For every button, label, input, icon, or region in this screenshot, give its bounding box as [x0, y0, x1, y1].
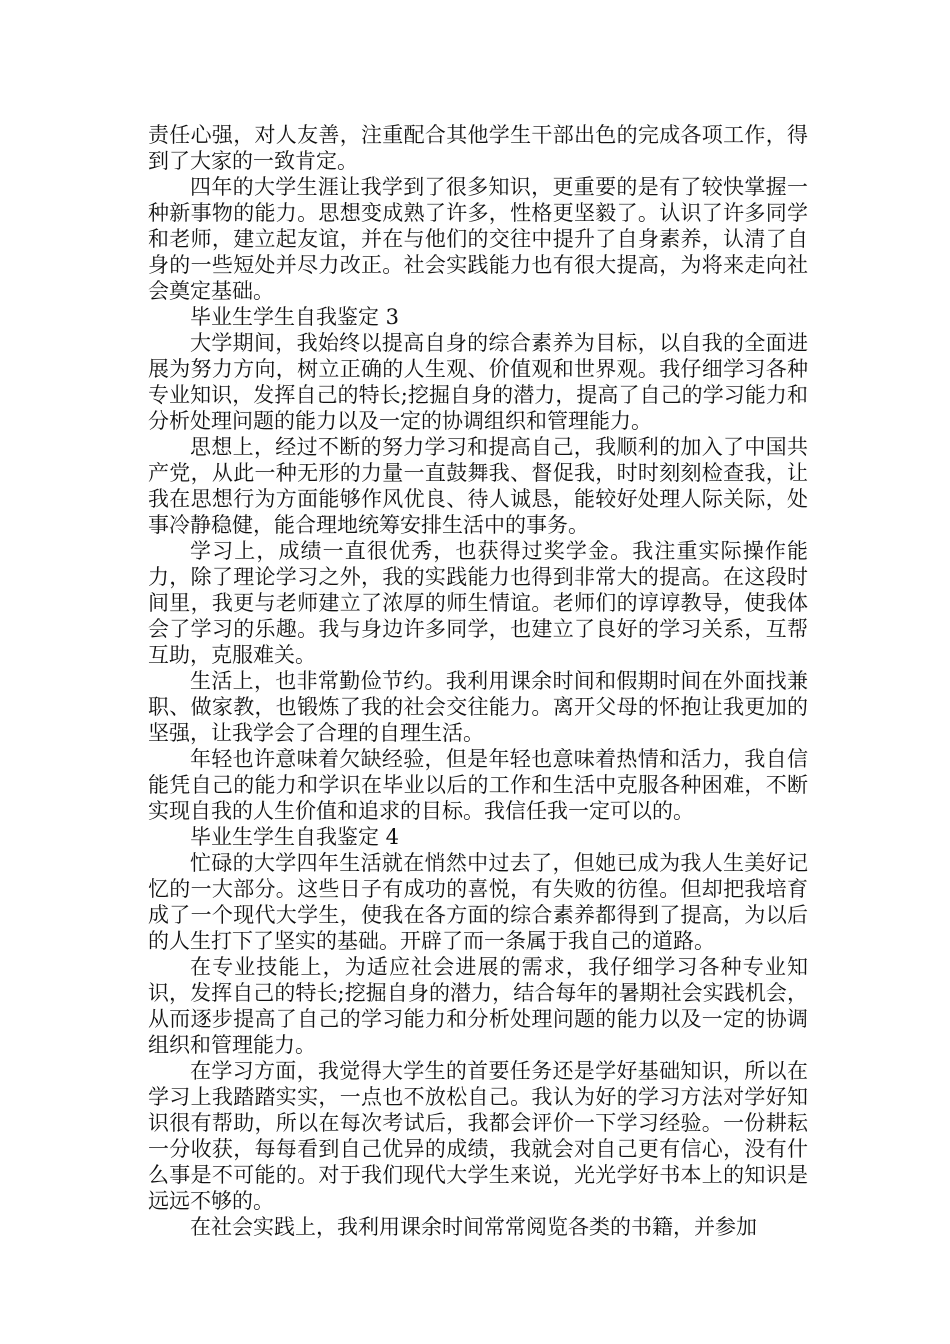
body-paragraph: 学习上，成绩一直很优秀，也获得过奖学金。我注重实际操作能力，除了理论学习之外，我的实践能力也得到非常大的提高。在这段时间里，我更与老师建立了浓厚的师生情谊。老师们的谆谆教导，使我体会了学习的乐趣。我与身边许多同学，也建立了良好的学习关系，互帮互助，克服难关。: [148, 539, 808, 667]
section-heading: 毕业生学生自我鉴定 3: [190, 305, 400, 329]
section-heading: 毕业生学生自我鉴定 4: [190, 825, 400, 849]
body-paragraph: 生活上，也非常勤俭节约。我利用课余时间和假期时间在外面找兼职、做家教，也锻炼了我的社会交往能力。离开父母的怀抱让我更加的坚强，让我学会了合理的自理生活。: [148, 669, 808, 745]
body-paragraph: 思想上，经过不断的努力学习和提高自己，我顺利的加入了中国共产党，从此一种无形的力量一直鼓舞我、督促我，时时刻刻检查我，让我在思想行为方面能够作风优良、待人诚恳，能较好处理人际关际，处事冷静稳健，能合理地统筹安排生活中的事务。: [148, 435, 808, 537]
body-paragraph: 在专业技能上，为适应社会进展的需求，我仔细学习各种专业知识，发挥自己的特长;挖掘自身的潜力，结合每年的暑期社会实践机会，从而逐步提高了自己的学习能力和分析处理问题的能力以及一定的协调组织和管理能力。: [148, 955, 808, 1057]
document-body: [148, 122, 808, 1240]
body-paragraph: 在社会实践上，我利用课余时间常常阅览各类的书籍，并参加: [190, 1215, 757, 1239]
body-paragraph: 在学习方面，我觉得大学生的首要任务还是学好基础知识，所以在学习上我踏踏实实，一点也不放松自己。我认为好的学习方法对学好知识很有帮助，所以在每次考试后，我都会评价一下学习经验。一份耕耘一分收获，每每看到自己优异的成绩，我就会对自己更有信心，没有什么事是不可能的。对于我们现代大学生来说，光光学好书本上的知识是远远不够的。: [148, 1059, 808, 1213]
body-paragraph: 责任心强，对人友善，注重配合其他学生干部出色的完成各项工作，得到了大家的一致肯定。: [148, 123, 808, 173]
body-paragraph: 年轻也许意味着欠缺经验，但是年轻也意味着热情和活力，我自信能凭自己的能力和学识在毕业以后的工作和生活中克服各种困难，不断实现自我的人生价值和追求的目标。我信任我一定可以的。: [148, 747, 808, 823]
body-paragraph: 忙碌的大学四年生活就在悄然中过去了，但她已成为我人生美好记忆的一大部分。这些日子有成功的喜悦，有失败的彷徨。但却把我培育成了一个现代大学生，使我在各方面的综合素养都得到了提高，为以后的人生打下了坚实的基础。开辟了而一条属于我自己的道路。: [148, 851, 808, 953]
body-paragraph: 四年的大学生涯让我学到了很多知识，更重要的是有了较快掌握一种新事物的能力。思想变成熟了许多，性格更坚毅了。认识了许多同学和老师，建立起友谊，并在与他们的交往中提升了自身素养，认清了自身的一些短处并尽力改正。社会实践能力也有很大提高，为将来走向社会奠定基础。: [148, 175, 808, 303]
body-paragraph: 大学期间，我始终以提高自身的综合素养为目标，以自我的全面进展为努力方向，树立正确的人生观、价值观和世界观。我仔细学习各种专业知识，发挥自己的特长;挖掘自身的潜力，提高了自己的学习能力和分析处理问题的能力以及一定的协调组织和管理能力。: [148, 331, 808, 433]
